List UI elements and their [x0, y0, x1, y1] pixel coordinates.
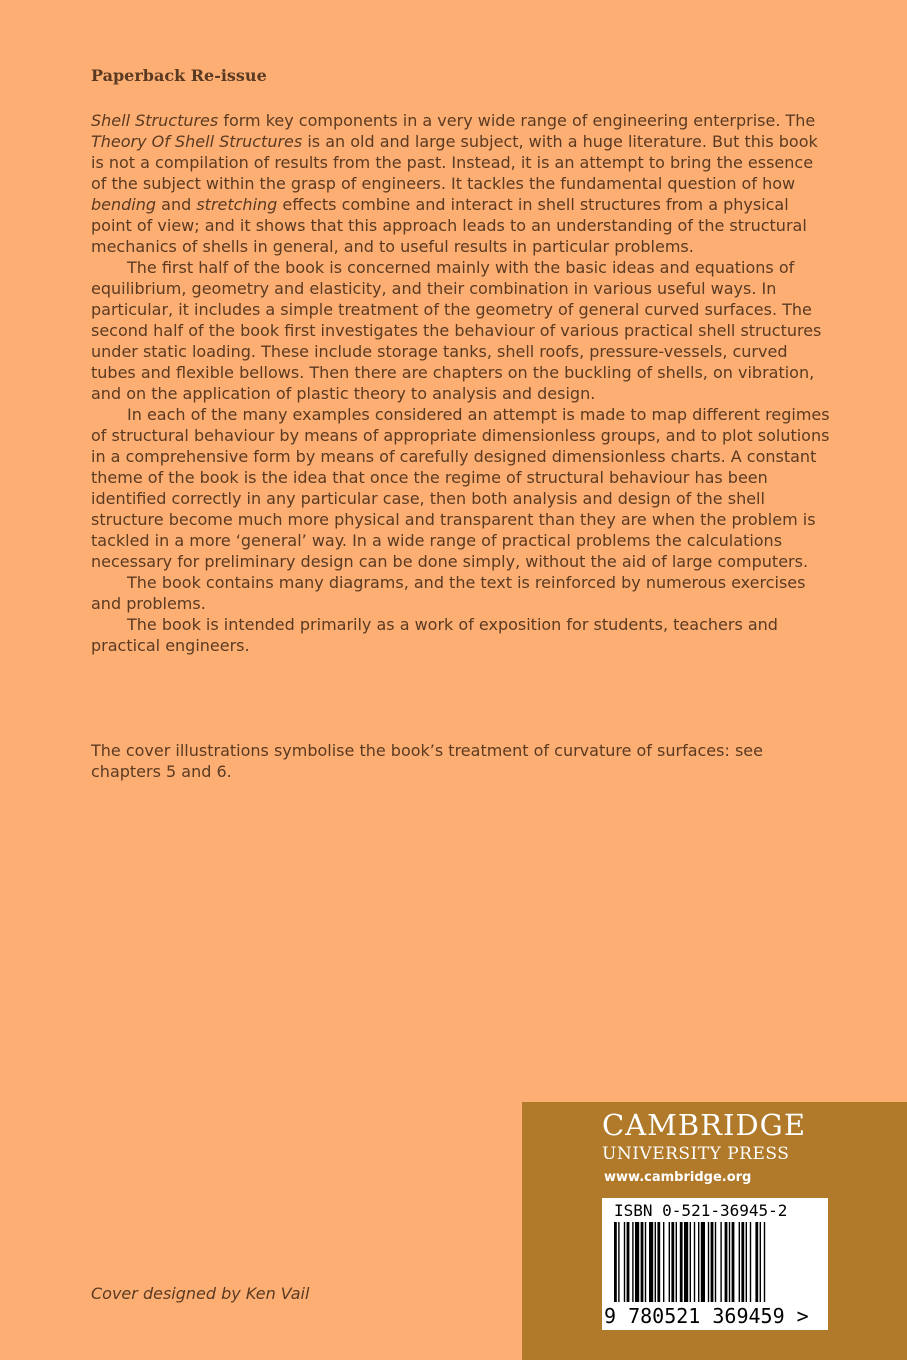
- blurb-text: [91, 110, 831, 656]
- barcode-bar: [627, 1222, 630, 1302]
- barcode-bar: [676, 1222, 677, 1302]
- barcode-bar: [711, 1222, 714, 1302]
- barcode-bar: [663, 1222, 664, 1302]
- barcode-bar: [655, 1222, 656, 1302]
- barcode-bar: [671, 1222, 674, 1302]
- barcode-bar: [684, 1222, 688, 1302]
- barcode-bar: [729, 1222, 730, 1302]
- barcode-bar: [746, 1222, 747, 1302]
- barcode-bars-icon: [606, 1222, 824, 1304]
- blurb-paragraph-3: In each of the many examples considered an attempt is made to map different regimes of structural behaviour by means of appropriate dimensionless groups, and to plot solutions in a comprehensive form by means of carefully designed dimensionless charts. A constant theme of the book is the idea that once the regime of structural behaviour has been identified correctly in any particular case, then both analysis and design of the shell structure become much more physical and transparent than they are when the problem is tackled in a more ‘general’ way. In a wide range of practical problems the calculations necessary for preliminary design can be done simply, without the aid of large computers.: [91, 405, 830, 571]
- barcode-bar: [715, 1222, 716, 1302]
- barcode-bar: [690, 1222, 691, 1302]
- barcode-bar: [635, 1222, 639, 1302]
- barcode-bar: [698, 1222, 699, 1302]
- barcode-bar: [701, 1222, 705, 1302]
- blurb-paragraph-5: The book is intended primarily as a work of exposition for students, teachers and practical engineers.: [91, 615, 778, 655]
- barcode-bar: [755, 1222, 758, 1302]
- barcode-bar: [720, 1222, 721, 1302]
- cover-illustration-note: The cover illustrations symbolise the book’s treatment of curvature of surfaces: see chapters 5 and 6.: [91, 741, 763, 781]
- barcode-bar: [760, 1222, 761, 1302]
- barcode-bar: [680, 1222, 683, 1302]
- publisher-press: UNIVERSITY PRESS: [602, 1144, 790, 1164]
- barcode-bar: [725, 1222, 728, 1302]
- barcode-bar: [732, 1222, 735, 1302]
- barcode-bar: [614, 1222, 617, 1302]
- page-heading: Paperback Re-issue: [91, 66, 267, 85]
- barcode: [602, 1198, 828, 1330]
- barcode-bar: [649, 1222, 653, 1302]
- barcode-bar: [641, 1222, 644, 1302]
- book-title-italic: Shell Structures: [91, 111, 219, 130]
- blurb-paragraph-1: Shell Structures form key components in a very wide range of engineering enterprise. The Theory Of Shell Structures is an old and large subject, with a huge literature. But this book is not a compilation of results from the past. Instead, it is an attempt to bring the essence of the subject within the grasp of engineers. It tackles the fundamental question of how bending and stretching effects combine and interact in shell structures from a physical point of view; and it shows that this approach leads to an understanding of the structural mechanics of shells in general, and to useful results in particular problems.: [91, 111, 818, 256]
- blurb-paragraph-4: The book contains many diagrams, and the text is reinforced by numerous exercises and problems.: [91, 573, 806, 613]
- theory-title-italic: Theory Of Shell Structures: [91, 132, 303, 151]
- barcode-bar: [764, 1222, 765, 1302]
- barcode-bar: [624, 1222, 625, 1302]
- cover-credit: Cover designed by Ken Vail: [91, 1284, 310, 1303]
- barcode-digits: 9 780521 369459 >: [604, 1304, 809, 1328]
- barcode-bar: [657, 1222, 660, 1302]
- isbn-number: ISBN 0-521-36945-2: [614, 1201, 788, 1220]
- barcode-bar: [669, 1222, 670, 1302]
- publisher-url: www.cambridge.org: [604, 1170, 752, 1185]
- publisher-name: CAMBRIDGE: [602, 1108, 807, 1142]
- barcode-bar: [618, 1222, 619, 1302]
- barcode-bar: [632, 1222, 633, 1302]
- barcode-bar: [750, 1222, 751, 1302]
- barcode-bar: [645, 1222, 646, 1302]
- publisher-box: [522, 1102, 907, 1360]
- barcode-bar: [739, 1222, 740, 1302]
- barcode-bar: [708, 1222, 709, 1302]
- blurb-paragraph-2: The first half of the book is concerned mainly with the basic ideas and equations of equilibrium, geometry and elasticity, and their combination in various useful ways. In particular, it includes a simple treatment of the geometry of general curved surfaces. The second half of the book first investigates the behaviour of various practical shell structures under static loading. These include storage tanks, shell roofs, pressure-vessels, curved tubes and flexible bellows. Then there are chapters on the buckling of shells, on vibration, and on the application of plastic theory to analysis and design.: [91, 258, 822, 403]
- barcode-bar: [694, 1222, 695, 1302]
- barcode-bar: [741, 1222, 744, 1302]
